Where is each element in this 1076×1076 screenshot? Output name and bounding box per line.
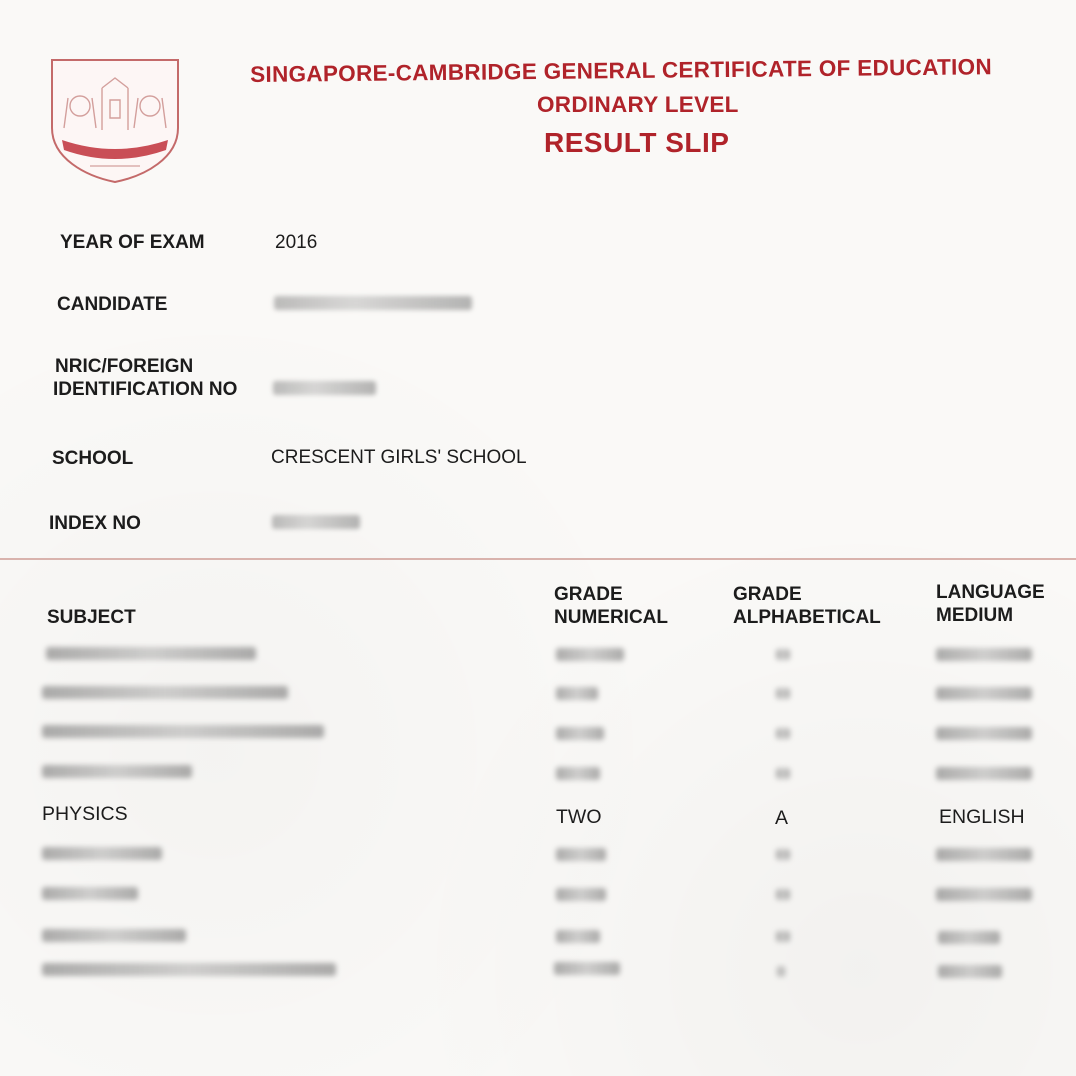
table-row-language-medium: ENGLISH xyxy=(939,806,1025,828)
table-row-grade-numerical-redacted xyxy=(556,727,604,740)
table-row-grade-alphabetical-redacted xyxy=(776,889,790,900)
table-row-language-redacted xyxy=(936,767,1032,780)
table-row-grade-numerical-redacted xyxy=(554,962,620,975)
table-row-grade-alphabetical-redacted xyxy=(776,768,790,779)
candidate-label: CANDIDATE xyxy=(57,294,168,315)
table-row-grade-alphabetical-redacted xyxy=(776,849,790,860)
nric-label-line-2: IDENTIFICATION NO xyxy=(53,379,238,400)
table-row-grade-numerical-redacted xyxy=(556,848,606,861)
table-row-language-redacted xyxy=(936,848,1032,861)
table-row-subject-redacted xyxy=(42,765,192,778)
header-line-2: ORDINARY LEVEL xyxy=(537,92,739,117)
table-row-subject-redacted xyxy=(42,725,324,738)
table-row-subject-redacted xyxy=(42,963,336,976)
table-row-language-redacted xyxy=(938,931,1000,944)
table-row-language-redacted xyxy=(936,888,1032,901)
candidate-name-redacted xyxy=(274,296,472,310)
table-row-subject-redacted xyxy=(42,929,186,942)
table-row-language-redacted xyxy=(936,727,1032,740)
year-of-exam-value: 2016 xyxy=(275,232,318,253)
table-row-language-redacted xyxy=(936,687,1032,700)
subject-column-header: SUBJECT xyxy=(47,607,136,628)
language-medium-column-header: LANGUAGE MEDIUM xyxy=(936,582,1045,626)
table-row-grade-alphabetical-redacted xyxy=(776,649,790,660)
school-label: SCHOOL xyxy=(52,448,134,469)
table-row-grade-alphabetical-redacted xyxy=(776,728,790,739)
result-slip-title: RESULT SLIP xyxy=(544,127,730,158)
table-row-grade-alphabetical-redacted xyxy=(777,966,785,977)
table-row-grade-alphabetical-redacted xyxy=(776,931,790,942)
nric-label-line-1: NRIC/FOREIGN xyxy=(55,356,194,377)
table-row-subject-redacted xyxy=(42,887,138,900)
table-row-grade-numerical-redacted xyxy=(556,687,598,700)
table-row-grade-numerical-redacted xyxy=(556,767,600,780)
school-crest-icon xyxy=(50,58,180,184)
grade-numerical-column-header: GRADE NUMERICAL xyxy=(554,584,668,628)
table-row-grade-numerical: TWO xyxy=(556,806,602,828)
index-no-redacted xyxy=(272,515,360,529)
table-row-subject-redacted xyxy=(42,847,162,860)
table-row-subject: PHYSICS xyxy=(42,803,128,825)
year-of-exam-label: YEAR OF EXAM xyxy=(60,232,205,253)
grade-alphabetical-column-header: GRADE ALPHABETICAL xyxy=(733,584,881,628)
table-row-grade-numerical-redacted xyxy=(556,648,624,661)
table-row-language-redacted xyxy=(936,648,1032,661)
table-row-language-redacted xyxy=(938,965,1002,978)
school-value: CRESCENT GIRLS' SCHOOL xyxy=(271,447,527,468)
table-row-subject-redacted xyxy=(42,686,288,699)
header-line-1: SINGAPORE-CAMBRIDGE GENERAL CERTIFICATE OF EDUCATION xyxy=(250,54,993,87)
table-row-grade-numerical-redacted xyxy=(556,930,600,943)
table-row-grade-alphabetical: A xyxy=(775,807,789,829)
nric-value-redacted xyxy=(273,381,376,395)
index-no-label: INDEX NO xyxy=(49,513,141,534)
table-row-subject-redacted xyxy=(46,647,256,660)
table-row-grade-alphabetical-redacted xyxy=(776,688,790,699)
table-row-grade-numerical-redacted xyxy=(556,888,606,901)
section-divider xyxy=(0,558,1076,560)
